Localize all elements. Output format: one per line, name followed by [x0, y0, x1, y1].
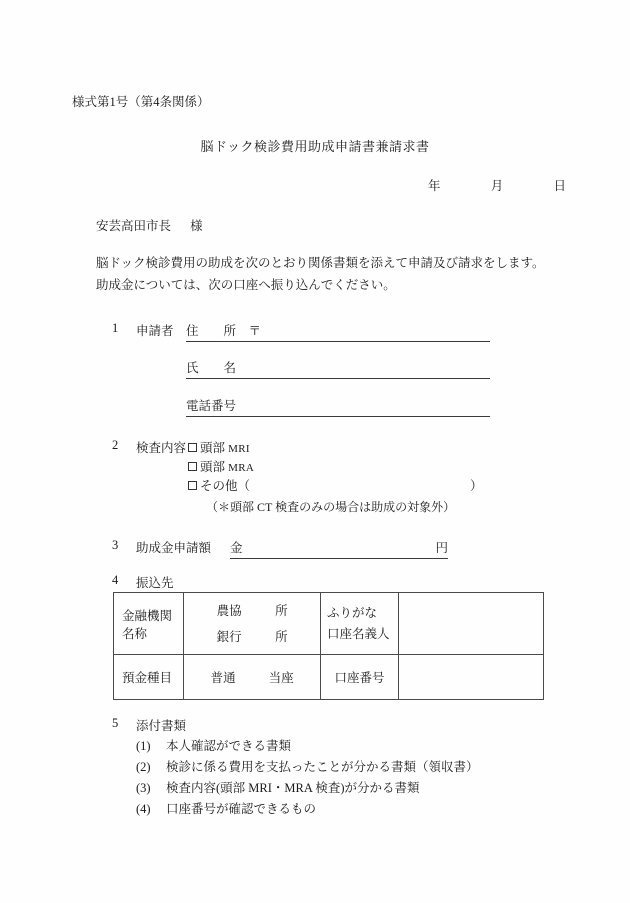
checkbox-icon[interactable]: [188, 443, 197, 452]
form-number: 様式第1号（第4条関係）: [72, 95, 210, 109]
checkbox-label-mri-prefix: 頭部: [200, 441, 229, 455]
date-line: [0, 176, 566, 194]
deposit-type-toza[interactable]: 当座: [268, 671, 294, 685]
other-close-paren: ）: [470, 479, 483, 493]
addressee-honorific: 様: [190, 219, 203, 233]
phone-field[interactable]: [186, 396, 490, 417]
name-label: 氏 名: [186, 361, 237, 375]
list-item: [136, 778, 479, 799]
date-day-label: 日: [553, 179, 566, 193]
name-field[interactable]: [186, 358, 490, 379]
addressee-name: 安芸高田市長: [96, 219, 172, 233]
transfer-table: [113, 592, 544, 700]
item-2-number: 2: [112, 438, 119, 452]
cell-account-holder-label: [321, 593, 399, 655]
list-item-label: 本人確認ができる書類: [166, 739, 292, 753]
cell-bank-name-input[interactable]: [184, 593, 321, 655]
deposit-type-label: 預金種目: [122, 671, 173, 685]
list-item-index: (4): [136, 802, 151, 816]
item-5-label: 添付書類: [136, 719, 187, 733]
cell-deposit-type-options[interactable]: [184, 655, 321, 700]
checkbox-icon[interactable]: [188, 462, 197, 471]
item-1-number: 1: [112, 321, 119, 335]
list-item: [136, 736, 479, 757]
checkbox-icon[interactable]: [188, 481, 197, 490]
item-3-number: 3: [112, 538, 119, 552]
deposit-type-futsu[interactable]: 普通: [210, 671, 236, 685]
bank-type-ginko: 銀行: [216, 629, 242, 644]
address-label: 住 所 〒: [186, 324, 262, 338]
page-title: 脳ドック検診費用助成申請書兼請求書: [200, 139, 430, 154]
list-item: [136, 799, 479, 820]
checkbox-label-mri-code: MRI: [228, 443, 250, 455]
list-item: [136, 757, 479, 778]
list-item-label: 検診に係る費用を支払ったことが分かる書類（領収書）: [166, 760, 479, 774]
checkbox-row-other[interactable]: [188, 476, 483, 494]
amount-currency-prefix: 金: [230, 541, 243, 555]
bank-branch-suffix-1: 所: [275, 603, 288, 618]
date-year-label: 年: [427, 179, 441, 193]
bank-branch-suffix-2: 所: [275, 629, 288, 644]
exam-note: （＊頭部 CT 検査のみの場合は助成の対象外）: [206, 500, 456, 514]
intro-paragraph: [96, 252, 545, 296]
checkbox-row-mri[interactable]: [188, 438, 250, 456]
account-holder-value: [399, 620, 543, 628]
list-item-label: 検査内容(頭部 MRI・MRA 検査)が分かる書類: [166, 781, 420, 795]
item-4-number: 4: [112, 573, 119, 587]
item-1-label: 申請者: [136, 324, 174, 338]
cell-account-holder-input[interactable]: [399, 593, 544, 655]
cell-deposit-type-label: [114, 655, 184, 700]
amount-currency-suffix: 円: [435, 541, 448, 555]
item-4-label: 振込先: [136, 576, 174, 590]
cell-account-number-input[interactable]: [399, 655, 544, 700]
address-field[interactable]: [186, 321, 490, 342]
attachments-list: [136, 736, 479, 820]
addressee: [96, 216, 203, 234]
checkbox-row-mra[interactable]: [188, 457, 254, 475]
table-row: [114, 593, 544, 655]
list-item-index: (2): [136, 760, 151, 774]
account-number-value: [399, 673, 543, 681]
checkbox-label-other: その他: [200, 479, 238, 493]
item-5-number: 5: [112, 716, 119, 730]
other-open-paren: （: [237, 479, 251, 493]
cell-account-number-label: [321, 655, 399, 700]
intro-line-2: 助成金については、次の口座へ振り込んでください。: [96, 278, 396, 292]
item-3-label: 助成金申請額: [136, 541, 212, 555]
bank-type-nokyo: 農協: [216, 603, 242, 618]
account-holder-label: 口座名義人: [327, 626, 390, 641]
list-item-index: (1): [136, 739, 151, 753]
item-2-label: 検査内容: [136, 441, 187, 455]
checkbox-label-mra-code: MRA: [228, 462, 255, 474]
account-number-label: 口座番号: [334, 671, 385, 685]
date-month-label: 月: [490, 179, 504, 193]
intro-line-1: 脳ドック検診費用の助成を次のとおり関係書類を添えて申請及び請求をします。: [96, 256, 545, 270]
cell-bank-name-label: [114, 593, 184, 655]
table-row: [114, 655, 544, 700]
list-item-index: (3): [136, 781, 151, 795]
amount-field[interactable]: [230, 538, 448, 559]
furigana-label: ふりがな: [327, 605, 378, 620]
list-item-label: 口座番号が確認できるもの: [166, 802, 317, 816]
bank-name-label: 金融機関名称: [122, 608, 173, 641]
phone-label: 電話番号: [186, 399, 237, 413]
checkbox-label-mra-prefix: 頭部: [200, 460, 229, 474]
